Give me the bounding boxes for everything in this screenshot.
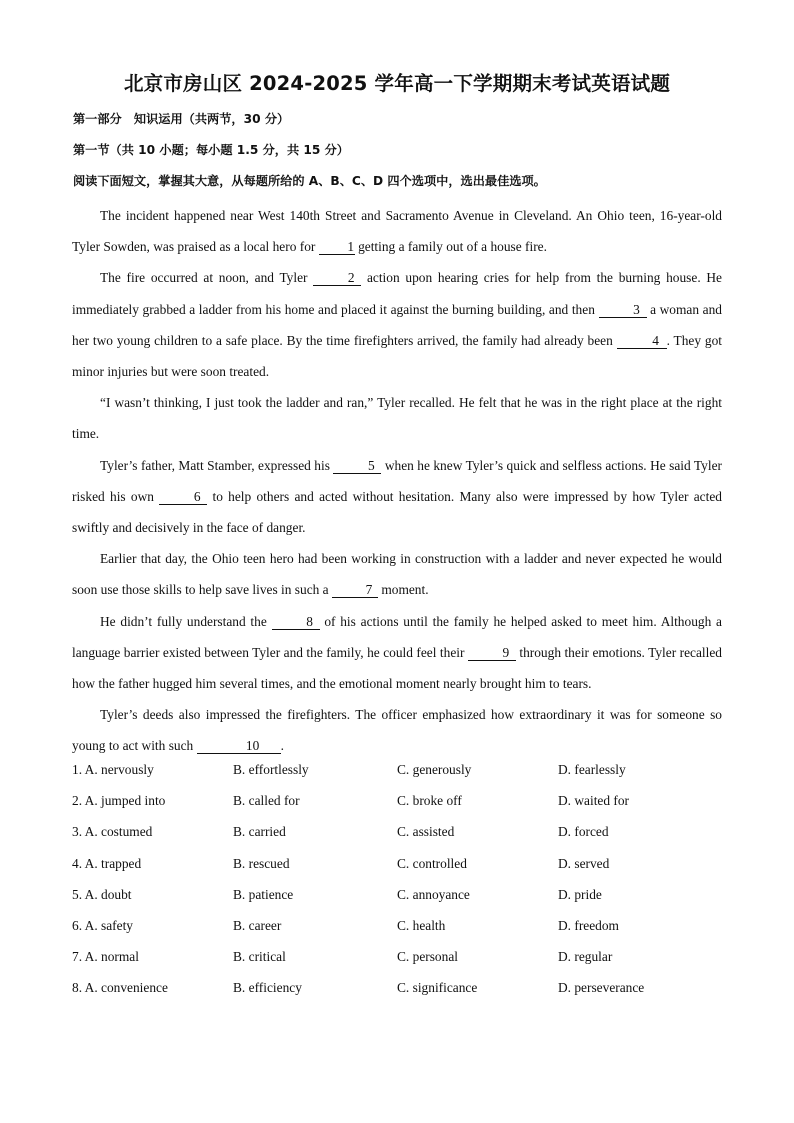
passage-text: He didn’t fully understand the — [100, 613, 272, 629]
page-title: 北京市房山区 2024-2025 学年高一下学期期末考试英语试题 — [123, 72, 671, 95]
option-row-6 — [72, 918, 722, 949]
blank-7: 7 — [332, 582, 378, 598]
passage-text: action upon hearing cries for help from the burning house. He immediately grabbed a ladder from his home and placed it against the burning building, and then — [72, 270, 722, 317]
passage-text: . They got minor injuries but were soon treated. — [72, 332, 722, 380]
option-a: 1. A. nervously — [72, 762, 154, 777]
option-a: 5. A. doubt — [72, 886, 132, 902]
option-row-4 — [72, 856, 722, 887]
option-row-7 — [72, 949, 722, 980]
passage-text: Earlier that day, the Ohio teen hero had been working in construction with a ladder and never expected he would soon use those skills to help save lives in such a — [72, 551, 722, 598]
passage-text: when he knew Tyler’s quick and selfless actions. He said Tyler risked his own — [72, 457, 722, 504]
option-row-3 — [72, 824, 722, 855]
option-a: 7. A. normal — [72, 949, 139, 965]
option-c: C. generously — [397, 762, 472, 777]
option-c: C. annoyance — [397, 886, 470, 902]
passage-text: getting a family out of a house fire. — [354, 239, 547, 255]
blank-9: 9 — [468, 645, 516, 661]
option-d: D. pride — [558, 886, 602, 902]
passage-paragraph — [72, 450, 722, 544]
cloze-passage — [72, 200, 722, 762]
option-c: C. health — [397, 917, 446, 933]
option-a: 2. A. jumped into — [72, 793, 166, 809]
option-c: C. broke off — [397, 793, 462, 809]
blank-3: 3 — [599, 302, 647, 318]
passage-paragraph — [72, 200, 722, 262]
option-b: B. patience — [233, 886, 294, 902]
option-a: 6. A. safety — [72, 917, 133, 933]
blank-5: 5 — [333, 458, 381, 474]
blank-4: 4 — [617, 333, 667, 349]
instructions: 阅读下面短文，掌握其大意，从每题所给的 A、B、C、D 四个选项中，选出最佳选项。 — [73, 174, 546, 188]
blank-10: 10 — [197, 738, 281, 754]
option-d: D. served — [558, 855, 610, 871]
passage-text: to help others and acted without hesitation. Many also were impressed by how Tyler acted swiftly and decisively in the face of danger. — [72, 488, 722, 536]
option-a: 4. A. trapped — [72, 855, 142, 871]
option-row-2 — [72, 793, 722, 824]
passage-text: of his actions until the family he helped asked to meet him. Although a language barrier existed between Tyler and the family, he could feel their — [72, 613, 722, 660]
blank-6: 6 — [159, 489, 207, 505]
answer-options — [72, 762, 722, 1012]
passage-text: The incident happened near West 140th Street and Sacramento Avenue in Cleveland. An Ohio teen, 16-year-old Tyler Sowden, was praised as a local hero for — [72, 208, 722, 255]
passage-text: Tyler’s deeds also impressed the firefighters. The officer emphasized how extraordinary it was for someone so young to act with such — [72, 707, 722, 754]
option-b: B. carried — [233, 824, 286, 840]
blank-1: 1 — [319, 239, 355, 255]
passage-paragraph — [72, 543, 722, 605]
option-b: B. rescued — [233, 855, 290, 871]
option-b: B. efficiency — [233, 980, 302, 996]
option-c: C. significance — [397, 980, 478, 996]
passage-text: . — [280, 738, 284, 754]
option-a: 3. A. costumed — [72, 824, 153, 840]
option-b: B. career — [233, 917, 282, 933]
option-a: 8. A. convenience — [72, 980, 168, 996]
option-d: D. waited for — [558, 793, 630, 809]
option-c: C. assisted — [397, 824, 455, 840]
passage-text: moment. — [377, 582, 429, 598]
option-c: C. controlled — [397, 855, 467, 871]
section-one-heading: 第一节（共 10 小题；每小题 1.5 分，共 15 分） — [73, 143, 349, 157]
option-row-8 — [72, 980, 722, 1011]
option-d: D. fearlessly — [558, 762, 626, 777]
passage-text: through their emotions. Tyler recalled how the father hugged him several times, and the emotional moment nearly brought him to tears. — [72, 644, 722, 692]
blank-2: 2 — [313, 270, 361, 286]
option-row-1 — [72, 762, 722, 793]
option-d: D. freedom — [558, 917, 619, 933]
passage-text: a woman and her two young children to a safe place. By the time firefighters arrived, the family had already been — [72, 301, 722, 348]
passage-text: Tyler’s father, Matt Stamber, expressed his — [100, 457, 334, 473]
option-row-5 — [72, 887, 722, 918]
option-b: B. effortlessly — [233, 762, 309, 777]
passage-paragraph — [72, 699, 722, 761]
option-b: B. critical — [233, 949, 286, 965]
option-c: C. personal — [397, 949, 458, 965]
passage-paragraph: “I wasn’t thinking, I just took the ladder and ran,” Tyler recalled. He felt that he was in the right place at the right time. — [72, 395, 722, 442]
section-part-heading: 第一部分 知识运用（共两节，30 分） — [73, 112, 290, 126]
passage-text: The fire occurred at noon, and Tyler — [100, 270, 314, 286]
option-b: B. called for — [233, 793, 300, 809]
passage-paragraph — [72, 262, 722, 387]
option-d: D. regular — [558, 949, 613, 965]
option-d: D. perseverance — [558, 980, 645, 996]
option-d: D. forced — [558, 824, 609, 840]
passage-paragraph — [72, 606, 722, 700]
blank-8: 8 — [272, 614, 320, 630]
